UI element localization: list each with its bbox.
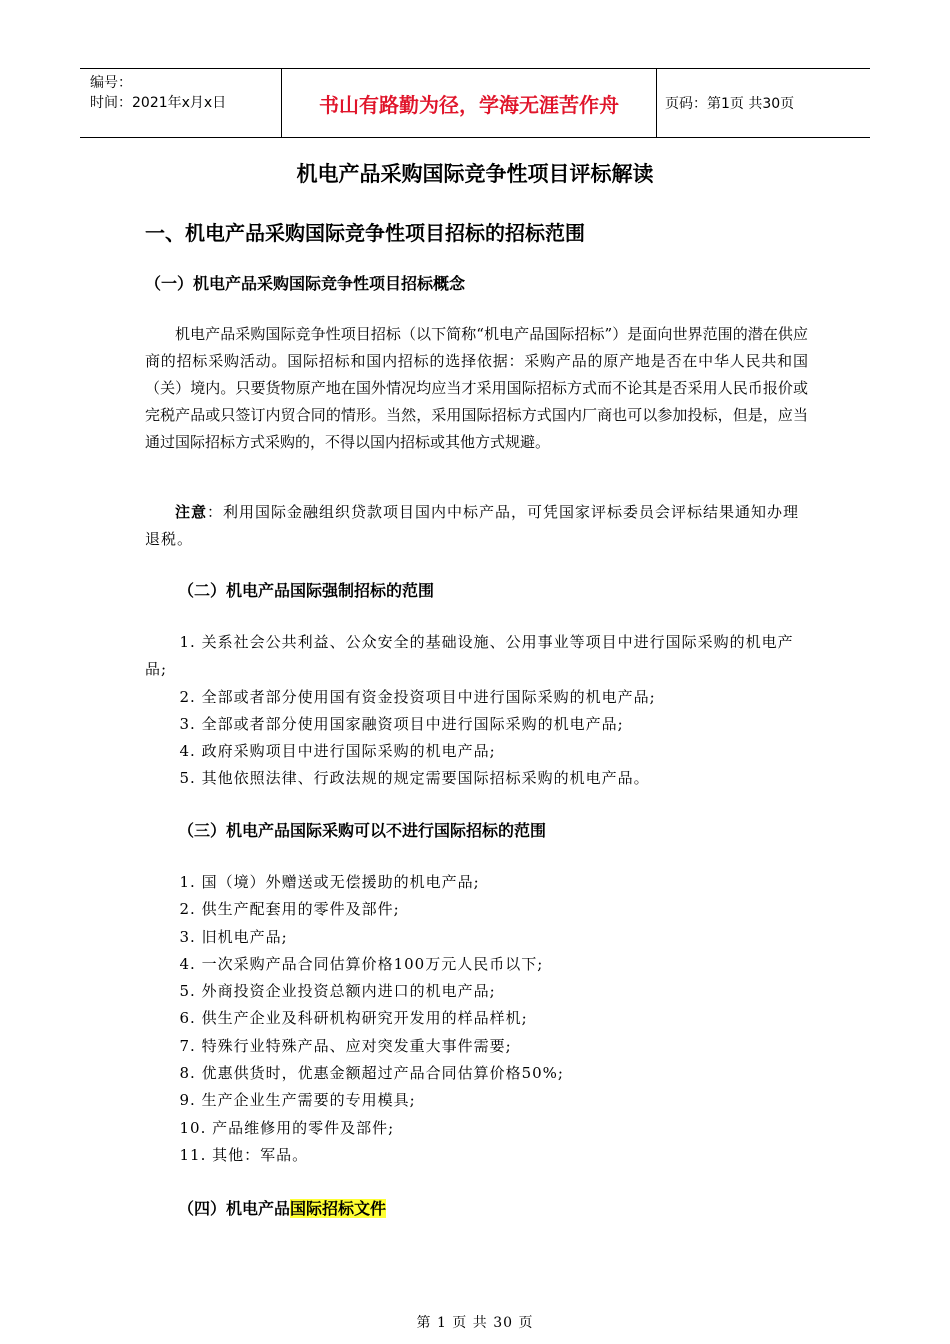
list-item: 2. 供生产配套用的零件及部件; bbox=[179, 900, 400, 919]
document-title: 机电产品采购国际竞争性项目评标解读 bbox=[296, 161, 654, 186]
number-label: 编号： bbox=[90, 75, 132, 91]
subsection-heading-4 bbox=[178, 1196, 386, 1219]
list-item: 4. 政府采购项目中进行国际采购的机电产品; bbox=[179, 742, 496, 761]
mandatory-scope-list bbox=[145, 629, 808, 793]
list-item: 1. 国（境）外赠送或无偿援助的机电产品; bbox=[179, 873, 480, 891]
list-item: 6. 供生产企业及科研机构研究开发用的样品样机; bbox=[179, 1009, 528, 1028]
list-item: 7. 特殊行业特殊产品、应对突发重大事件需要; bbox=[179, 1036, 512, 1055]
list-item: 3. 旧机电产品; bbox=[179, 927, 288, 946]
note-label: 注意 bbox=[175, 503, 208, 521]
subsection-heading-2: （二）机电产品国际强制招标的范围 bbox=[178, 581, 435, 600]
header-motto: 书山有路勤为径，学海无涯苦作舟 bbox=[282, 69, 657, 137]
page-header bbox=[80, 68, 870, 138]
highlighted-text: 国际招标文件 bbox=[290, 1199, 387, 1218]
note-text: ：利用国际金融组织贷款项目国内中标产品，可凭国家评标委员会评标结果通知办理退税。 bbox=[145, 503, 800, 548]
time-label: 时间：2021年x月x日 bbox=[90, 95, 227, 111]
header-page-info: 页码：第1页 共30页 bbox=[665, 96, 795, 112]
list-item: 3. 全部或者部分使用国家融资项目中进行国际采购的机电产品; bbox=[179, 714, 624, 733]
subsection-heading-3: （三）机电产品国际采购可以不进行国际招标的范围 bbox=[178, 821, 547, 840]
list-item: 1. 关系社会公共利益、公众安全的基础设施、公用事业等项目中进行国际采购的机电产品; bbox=[145, 633, 794, 679]
list-item: 5. 外商投资企业投资总额内进口的机电产品; bbox=[179, 982, 496, 1001]
page-footer: 第 1 页 共 30 页 bbox=[416, 1315, 534, 1331]
subsection-heading-1: （一）机电产品采购国际竞争性项目招标概念 bbox=[145, 274, 466, 293]
list-item: 2. 全部或者部分使用国有资金投资项目中进行国际采购的机电产品; bbox=[179, 687, 656, 706]
list-item: 4. 一次采购产品合同估算价格100万元人民币以下; bbox=[179, 954, 544, 973]
subsection-heading-4-prefix: （四）机电产品 bbox=[178, 1199, 291, 1218]
exempt-scope-list bbox=[145, 869, 808, 1169]
list-item: 10. 产品维修用的零件及部件; bbox=[179, 1118, 395, 1137]
concept-paragraph: 机电产品采购国际竞争性项目招标（以下简称“机电产品国际招标”）是面向世界范围的潜在供应商的招标采购活动。国际招标和国内招标的选择依据：采购产品的原产地是否在中华人民共和国（关）境内。只要货物原产地在国外情况均应当才采用国际招标方式而不论其是否采用人民币报价或完税产品或只签订内贸合同的情形。当然，采用国际招标方式国内厂商也可以参加投标，但是，应当通过国际招标方式采购的，不得以国内招标或其他方式规避。 bbox=[145, 325, 808, 451]
list-item: 11. 其他：军品。 bbox=[179, 1145, 309, 1164]
list-item: 5. 其他依照法律、行政法规的规定需要国际招标采购的机电产品。 bbox=[179, 769, 650, 788]
section-heading-1: 一、机电产品采购国际竞争性项目招标的招标范围 bbox=[145, 221, 585, 245]
list-item: 8. 优惠供货时，优惠金额超过产品合同估算价格50%; bbox=[179, 1064, 564, 1083]
header-meta bbox=[80, 69, 282, 137]
note-paragraph bbox=[145, 499, 808, 553]
list-item: 9. 生产企业生产需要的专用模具; bbox=[179, 1091, 416, 1110]
